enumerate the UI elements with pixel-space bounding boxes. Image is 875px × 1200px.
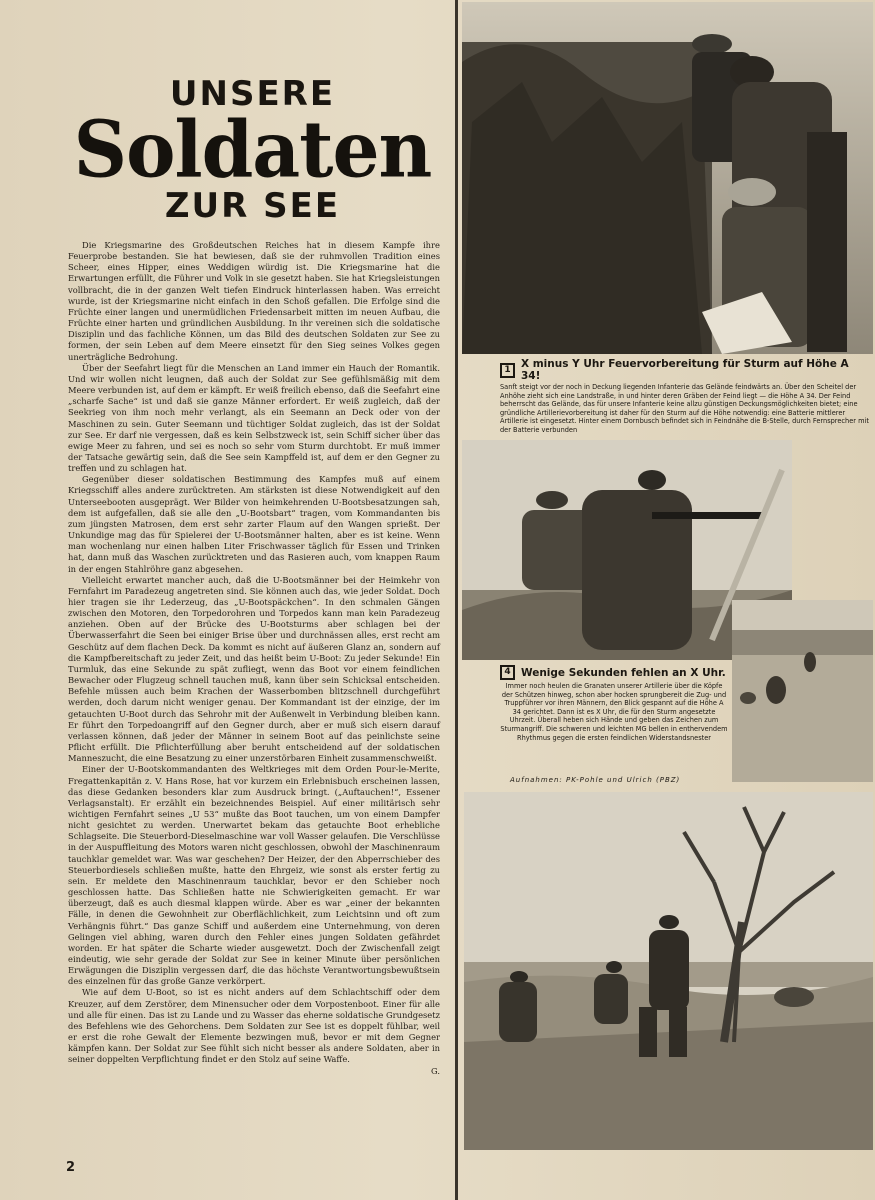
- photo-credit: Aufnahmen: PK-Pohle und Ulrich (PBZ): [510, 776, 681, 784]
- caption-title: Wenige Sekunden fehlen an X Uhr.: [521, 666, 726, 679]
- article-paragraph: Wie auf dem U-Boot, so ist es nicht anders auf dem Schlachtschiff oder dem Kreuzer, auf dem Zerstörer, dem Minensucher oder dem Vorpostenboot. Einer für alle und alle für einen. Das ist zu Lande und zu Wasser das eherne soldatische Grundgesetz des Befehlens wie des Gehorchens. Dem Soldaten zur See ist es doppelt fühlbar, weil er erst die rohe Gewalt der Elemente bezwingen muß, bevor er mit dem Gegner kämpfen kann. Der Soldat zur See fühlt sich nicht besser als andere Soldaten, aber in seiner doppelten Verpflichtung findet er den Stolz auf seine Waffe.: [68, 987, 440, 1065]
- title-main: Soldaten: [73, 104, 432, 196]
- caption-title: X minus Y Uhr Feuervorbereitung für Sturm auf Höhe A 34!: [520, 358, 849, 382]
- article-paragraph: Über der Seefahrt liegt für die Menschen an Land immer ein Hauch der Romantik. Und wir wollen nicht leugnen, daß auch der Soldat zur See gefühlsmäßig mit dem Meere verbunden ist, auf dem er kämpft. Er weiß freilich ebenso, daß die Seefahrt eine „scharfe Sache“ ist und daß sie ganze Männer erfordert. Er weiß zugleich, daß der Seekrieg von ihm noch mehr verlangt, als ein Seemann an Deck oder von der Maschinen zu sein. Guter Seemann und tüchtiger Soldat zugleich, das ist der Soldat zur See. Er darf nie vergessen, daß es kein Selbstzweck ist, sein Schiff sicher über das ewige Meer zu fahren, und sei es noch so sehr vom Sturm durchtobt. Er muß immer der Tatsache gewärtig sein, daß die See sein Kampffeld ist, auf dem er den Gegner zu treffen und zu schlagen hat.: [68, 362, 440, 474]
- caption-text: Immer noch heulen die Granaten unserer Artillerie über die Köpfe der Schützen hinweg, schon aber hocken sprungbereit die Zug- und Truppführer vor ihren Männern, den Blick gespannt auf die Höhe A 34 gerichtet. Dann ist es X Uhr, die für den Sturm angesetzte Uhrzeit. Überall heben sich Hände und geben das Zeichen zum Sturmangriff. Die schweren und leichten MG bellen in enthervendem Rhythmus gegen die ersten feindlichen Widerstandsnester: [500, 682, 728, 742]
- title-bottom-line: ZUR SEE: [164, 186, 341, 226]
- caption-number: 1: [500, 363, 515, 378]
- article-paragraph: Gegenüber dieser soldatischen Bestimmung des Kampfes muß auf einem Kriegsschiff alles andere zurücktreten. Am stärksten ist diese Notwendigkeit auf den Unterseebooten ausgeprägt. Wer Bilder von heimkehrenden U-Bootsbesatzungen sah, dem ist aufgefallen, daß sie alle den „U-Bootsbart“ tragen, vom Kommandanten bis zum jüngsten Matrosen, dem erst sehr zarter Flaum auf den Wangen sprießt. Der Unkundige mag das für Spielerei der U-Bootsmänner halten, aber es ist keine. Wenn man wochenlang nur einen halben Liter Frischwasser täglich für Essen und Trinken hat, dann muß das Waschen zurücktreten und das Rasieren auch, vom knappen Raum in der engen Stahlröhre ganz abgesehen.: [68, 474, 440, 574]
- article-body: [68, 240, 440, 1077]
- title-top-line: UNSERE: [169, 74, 336, 114]
- article-paragraph: Vielleicht erwartet mancher auch, daß die U-Bootsmänner bei der Heimkehr von Fernfahrt im Paradezeug angetreten sind. Sie können auch das, wie jeder Soldat. Doch hier tragen sie ihr Lederzeug, das „U-Bootspäckchen“. In den schmalen Gängen zwischen den Motoren, den Torpedorohren und Torpedos kann man kein Paradezeug anziehen. Oben auf der Brücke des U-Bootsturms aber schlagen bei der Überwasserfahrt die Seen bei einiger Brise über und durchnässen alles, erst recht am Geschütz auf dem flachen Deck. Da kommt es nicht auf äußeren Glanz an, sondern auf die Kampfbereitschaft zu jeder Zeit, und das heißt beim U-Boot: Zu jeder Sekunde! Ein Turmluk, das eine Sekunde zu spät zufliegt, wenn das Boot vor einem feindlichen Bewacher oder Flugzeug schnell tauchen muß, kann über sein Schicksal entscheiden. Befehle müssen auch beim Krachen der Wasserbomben blitzschnell durchgeführt werden, doch darum nicht weniger genau. Der Kommandant ist der einzige, der im getauchten U-Boot durch das Sehrohr mit der Außenwelt in Verbindung bleiben kann. Er führt den Torpedoangriff auf den Gegner durch, aber er muß sich eisern darauf verlassen können, daß jeder der Männer in seinem Boot auf das peinlichste seine Pflicht erfüllt. Die Pflichterfüllung aber beruht entscheidend auf der soldatischen Manneszucht, die eine Besatzung zu einer unzerstörbaren Einheit zusammenschweißt.: [68, 574, 440, 764]
- article-paragraph: Einer der U-Bootskommandanten des Weltkrieges mit dem Orden Pour-le-Merite, Fregattenkapitän z. V. Hans Rose, hat vor kurzem ein Erlebnisbuch erscheinen lassen, das diese Gedanken besonders klar zum Ausdruck bringt. („Auftauchen!“, Essener Verlagsanstalt). Er erzählt ein bezeichnendes Beispiel. Auf einer militärisch sehr wichtigen Fernfahrt seines „U 53“ mußte das Boot tauchen, um von einem Dampfer nicht gesichtet zu werden. Unerwartet bekam das getauchte Boot erhebliche Schlagseite. Die Steuerbord-Dieselmaschine war voll Wasser gelaufen. Die Verschlüsse in der Auspuffleitung des Motors waren nicht geschlossen, obwohl der Maschinenraum tauchklar gemeldet war. Was war geschehen? Der Heizer, der den Abperrschieber des Steuerbordiesels schließen mußte, hatte den Ehrgeiz, wie sonst als erster fertig zu sein. Er meldete den Maschinenraum tauchklar, bevor er den Schieber noch geschlossen hatte. Das Schließen hatte nie Schwierigkeiten gemacht. Er war überzeugt, daß es auch diesmal klappen würde. Aber es war „einer der bekannten Fälle, in denen die Gewohnheit zur Oberflächlichkeit, zum Leichtsinn und oft zum Verhängnis führt.“ Das ganze Schiff und außerdem eine Unternehmung, von deren Gelingen viel abhing, waren durch den Fehler eines jungen Soldaten gefährdet worden. Er hat später die Scharte wieder ausgewetzt. Doch der Zwischenfall zeigt eindeutig, wie sehr gerade der Soldat zur See in keiner Minute über persönlichen Erwägungen die Disziplin vergessen darf, die das höchste Verantwortungsbewußtsein des einzelnen für das große Ganze verkörpert.: [68, 764, 440, 987]
- article-signature: G.: [430, 1065, 440, 1076]
- photo-storm-attack: [464, 792, 873, 1150]
- caption-text: Sanft steigt vor der noch in Deckung liegenden Infanterie das Gelände feindwärts an. Über den Scheitel der Anhöhe zieht sich eine Landstraße, in und hinter deren Gräben der Feind liegt — die Höhe A 34. Der Feind beherrscht das Gelände, das für unsere Infanterie keine allzu günstigen Deckungsmöglichkeiten bietet; eine gründliche Artillerievorbereitung ist daher für den Sturm auf die Höhe notwendig: eine Batterie mittlerer Artillerie ist eingesetzt. Hinter einem Dornbusch befindet sich in Feindnähe die B-Stelle, durch Fernsprecher mit der Batterie verbunden: [500, 383, 869, 434]
- article-title-block: [60, 70, 445, 226]
- caption-photo-4: [500, 665, 728, 742]
- column-divider: [455, 0, 458, 1200]
- caption-number: 4: [500, 665, 515, 680]
- page-number: 2: [66, 1160, 76, 1175]
- photo-observation-post: [462, 2, 873, 354]
- article-paragraph: Die Kriegsmarine des Großdeutschen Reiches hat in diesem Kampfe ihre Feuerprobe bestanden. Sie hat bewiesen, daß sie der ruhmvollen Tradition eines Scheer, eines Hipper, eines Weddigen würdig ist. Die Kriegsmarine hat die Erwartungen erfüllt, die Führer und Volk in sie gesetzt haben. Sie hat Kriegsleistungen vollbracht, die in der ganzen Welt tiefen Eindruck hinterlassen haben. Was erreicht wurde, ist der Kriegsmarine nicht einfach in den Schoß gefallen. Die Erfolge sind die Früchte einer langen und unermüdlichen Friedensarbeit mitten im neuen Aufbau, die Früchte einer harten und gründlichen Ausbildung. In ihr vereinen sich die soldatische Disziplin und das fachliche Können, um das Bild des deutschen Soldaten zur See zu formen, der sein Leben auf dem Meere einsetzt für den Sieg seines Volkes gegen unerträgliche Bedrohung.: [68, 240, 440, 362]
- photo-distant-infantry: [732, 600, 873, 782]
- caption-photo-1: [500, 358, 870, 435]
